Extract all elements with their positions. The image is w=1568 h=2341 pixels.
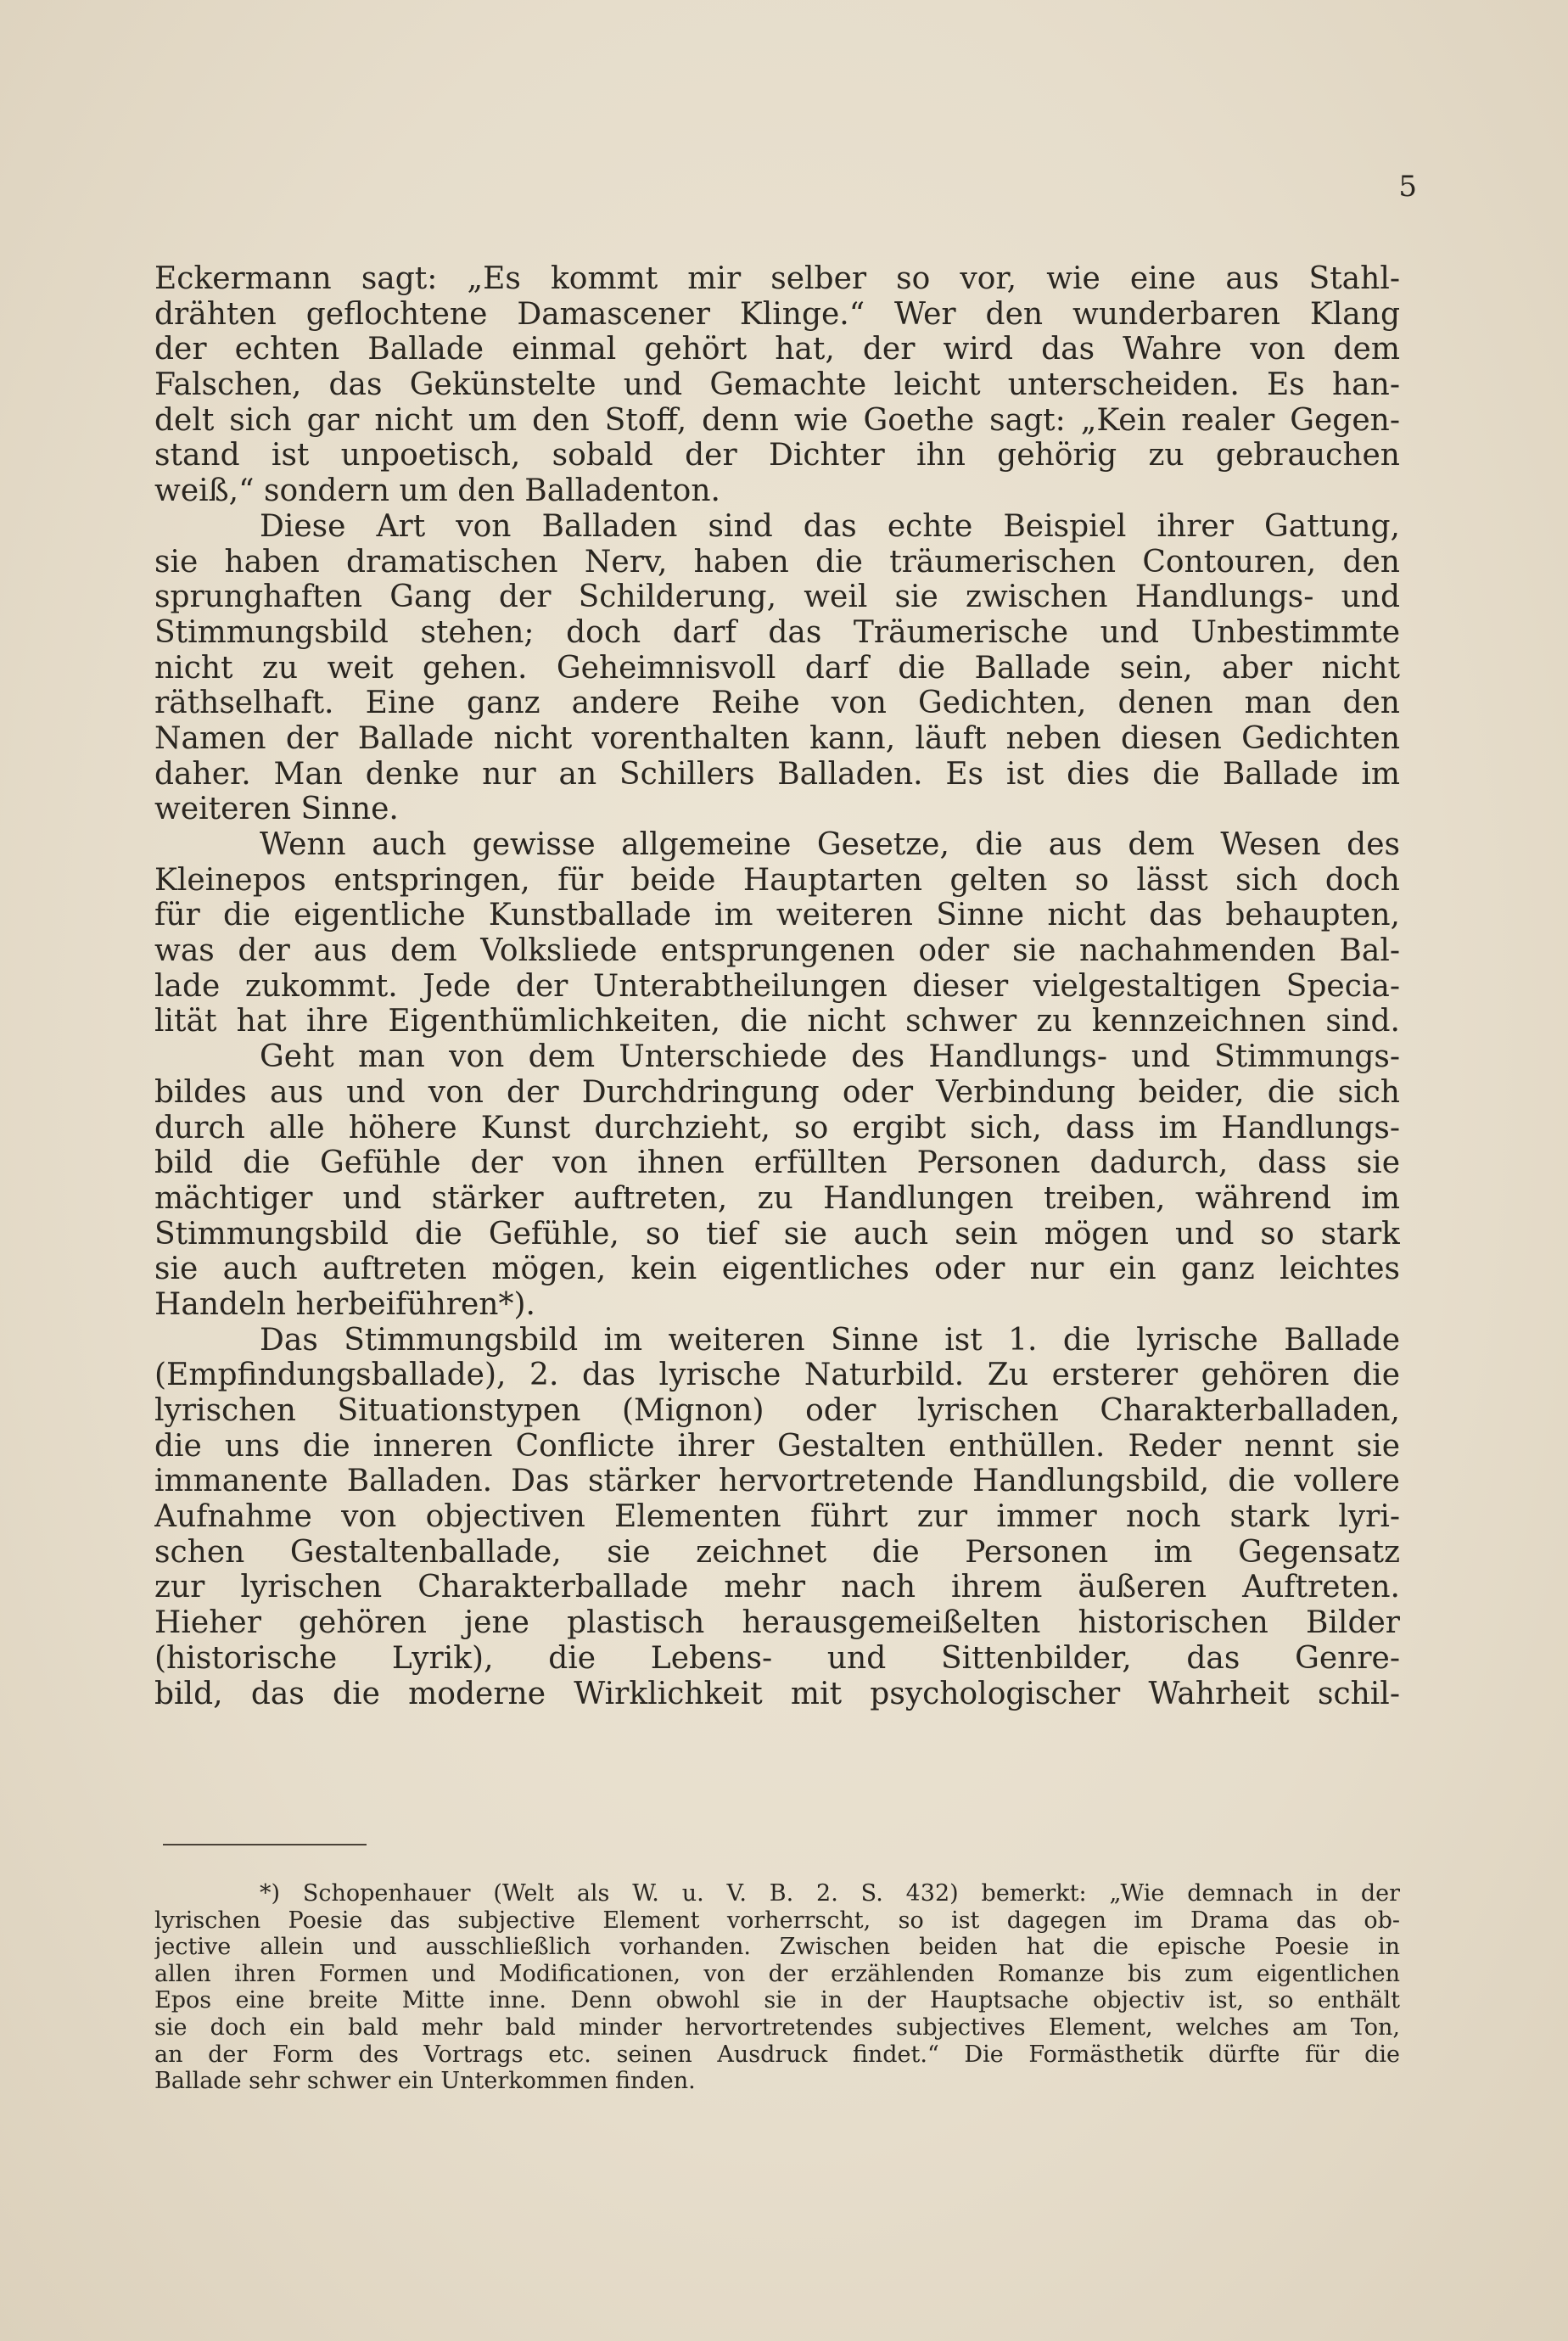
text-line: Stimmungsbild stehen; doch darf das Träumerische und Unbestimmte [154, 614, 1400, 650]
footnote-line: Epos eine breite Mitte inne. Denn obwohl sie in der Hauptsache objectiv ist, so enthält [154, 1987, 1400, 2014]
text-line: durch alle höhere Kunst durchzieht, so ergibt sich, dass im Handlungs- [154, 1110, 1400, 1145]
footnote-line: jective allein und ausschließlich vorhanden. Zwischen beiden hat die epische Poesie in [154, 1934, 1400, 1961]
text-line: Stimmungsbild die Gefühle, so tief sie auch sein mögen und so stark [154, 1216, 1400, 1252]
text-line: was der aus dem Volksliede entsprungenen oder sie nachahmenden Bal- [154, 933, 1400, 969]
text-line: daher. Man denke nur an Schillers Balladen. Es ist dies die Ballade im [154, 756, 1400, 792]
text-line: stand ist unpoetisch, sobald der Dichter ihn gehörig zu gebrauchen [154, 438, 1400, 473]
paragraph-start: Das Stimmungsbild im weiteren Sinne ist 1. die lyrische Ballade [260, 1322, 1400, 1358]
text-line: der echten Ballade einmal gehört hat, der wird das Wahre von dem [154, 332, 1400, 367]
text-line: bild die Gefühle der von ihnen erfüllten Personen dadurch, dass sie [154, 1145, 1400, 1181]
text-line: delt sich gar nicht um den Stoff, denn wie Goethe sagt: „Kein realer Gegen- [154, 402, 1400, 438]
text-line: mächtiger und stärker auftreten, zu Handlungen treiben, während im [154, 1180, 1400, 1216]
page-number: 5 [1398, 170, 1417, 204]
text-line: schen Gestaltenballade, sie zeichnet die Personen im Gegensatz [154, 1534, 1400, 1570]
footnote-line: *) Schopenhauer (Welt als W. u. V. B. 2. S. 432) bemerkt: „Wie demnach in der [260, 1880, 1400, 1907]
footnote-line: an der Form des Vortrags etc. seinen Ausdruck findet.“ Die Formästhetik dürfte für die [154, 2041, 1400, 2068]
text-line: Handeln herbeiführen*). [154, 1286, 535, 1322]
footnote-divider [163, 1844, 367, 1845]
text-line: räthselhaft. Eine ganz andere Reihe von Gedichten, denen man den [154, 686, 1400, 721]
text-line: zur lyrischen Charakterballade mehr nach ihrem äußeren Auftreten. [154, 1570, 1400, 1605]
text-line: Aufnahme von objectiven Elementen führt zur immer noch stark lyri- [154, 1499, 1400, 1535]
text-line: drähten geflochtene Damascener Klinge.“ Wer den wunderbaren Klang [154, 296, 1400, 332]
text-line: (historische Lyrik), die Lebens- und Sittenbilder, das Genre- [154, 1640, 1400, 1676]
text-line: sie auch auftreten mögen, kein eigentliches oder nur ein ganz leichtes [154, 1252, 1400, 1287]
body-text [154, 261, 1400, 1711]
text-line: nicht zu weit gehen. Geheimnisvoll darf die Ballade sein, aber nicht [154, 650, 1400, 686]
text-line: sprunghaften Gang der Schilderung, weil sie zwischen Handlungs- und [154, 580, 1400, 615]
text-line: Hieher gehören jene plastisch herausgemeißelten historischen Bilder [154, 1605, 1400, 1641]
text-line: lade zukommt. Jede der Unterabtheilungen dieser vielgestaltigen Specia- [154, 968, 1400, 1004]
footnote-line: sie doch ein bald mehr bald minder hervortretendes subjectives Element, welches am Ton, [154, 2013, 1400, 2041]
text-line: Eckermann sagt: „Es kommt mir selber so vor, wie eine aus Stahl- [154, 261, 1400, 296]
footnote [154, 1880, 1400, 2095]
text-line: weiß,“ sondern um den Balladenton. [154, 473, 720, 509]
paragraph-start: Wenn auch gewisse allgemeine Gesetze, die aus dem Wesen des [260, 827, 1400, 862]
text-line: Falschen, das Gekünstelte und Gemachte leicht unterscheiden. Es han- [154, 367, 1400, 403]
text-line: Namen der Ballade nicht vorenthalten kann, läuft neben diesen Gedichten [154, 720, 1400, 756]
text-line: immanente Balladen. Das stärker hervortretende Handlungsbild, die vollere [154, 1464, 1400, 1499]
text-line: für die eigentliche Kunstballade im weiteren Sinne nicht das behaupten, [154, 898, 1400, 933]
text-line: weiteren Sinne. [154, 792, 399, 827]
text-line: Kleinepos entspringen, für beide Hauptarten gelten so lässt sich doch [154, 862, 1400, 898]
text-line: lyrischen Situationstypen (Mignon) oder lyrischen Charakterballaden, [154, 1393, 1400, 1428]
footnote-line: allen ihren Formen und Modificationen, von der erzählenden Romanze bis zum eigentlichen [154, 1960, 1400, 1987]
footnote-line: lyrischen Poesie das subjective Element vorherrscht, so ist dagegen im Drama das ob- [154, 1907, 1400, 1934]
text-line: die uns die inneren Conflicte ihrer Gestalten enthüllen. Reder nennt sie [154, 1428, 1400, 1464]
footnote-line: Ballade sehr schwer ein Unterkommen finden. [154, 2068, 696, 2095]
text-line: bildes aus und von der Durchdringung oder Verbindung beider, die sich [154, 1074, 1400, 1110]
text-line: bild, das die moderne Wirklichkeit mit psychologischer Wahrheit schil- [154, 1676, 1400, 1711]
paragraph-start: Geht man von dem Unterschiede des Handlungs- und Stimmungs- [260, 1039, 1400, 1075]
text-line: lität hat ihre Eigenthümlichkeiten, die nicht schwer zu kennzeichnen sind. [154, 1004, 1400, 1039]
text-line: sie haben dramatischen Nerv, haben die träumerischen Contouren, den [154, 544, 1400, 580]
paragraph-start: Diese Art von Balladen sind das echte Beispiel ihrer Gattung, [260, 508, 1400, 544]
text-line: (Empfindungsballade), 2. das lyrische Naturbild. Zu ersterer gehören die [154, 1358, 1400, 1393]
